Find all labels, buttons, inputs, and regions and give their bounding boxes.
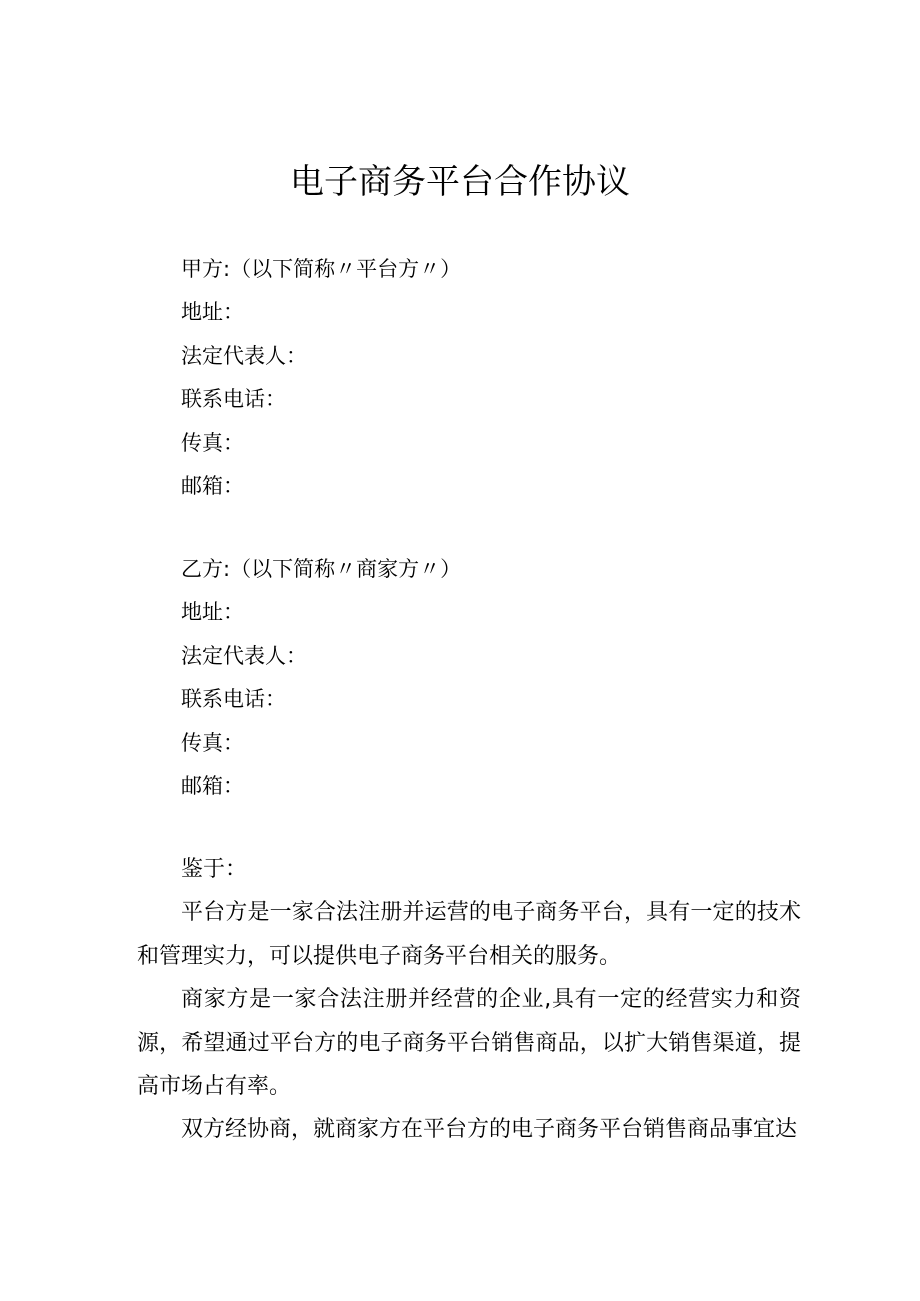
party-b-heading: 乙方:（以下简称〃商家方〃） xyxy=(181,557,462,581)
recital-paragraph: 商家方是一家合法注册并经营的企业,具有一定的经营实力和资源，希望通过平台方的电子商务平台销售商品，以扩大销售渠道，提高市场占有率。 xyxy=(137,987,801,1100)
party-a-heading: 甲方:（以下简称〃平台方〃） xyxy=(181,257,462,281)
recitals-heading: 鉴于： xyxy=(181,857,248,882)
party-b-block xyxy=(181,548,781,808)
party-a-legal-representative-label: 法定代表人： xyxy=(181,343,307,368)
party-a-block xyxy=(181,248,781,508)
party-a-email-label: 邮箱： xyxy=(181,473,244,498)
party-a-fax-label: 传真： xyxy=(181,430,244,455)
party-a-address-label: 地址： xyxy=(181,300,244,325)
recitals-section xyxy=(137,848,801,1152)
party-b-email-label: 邮箱： xyxy=(181,773,244,798)
party-b-address-label: 地址： xyxy=(181,600,244,625)
recital-paragraph: 平台方是一家合法注册并运营的电子商务平台，具有一定的技术和管理实力，可以提供电子商务平台相关的服务。 xyxy=(137,900,801,969)
party-b-phone-label: 联系电话： xyxy=(181,687,286,712)
party-b-legal-representative-label: 法定代表人： xyxy=(181,643,307,668)
document-title: 电子商务平台合作协议 xyxy=(290,162,630,202)
party-b-fax-label: 传真： xyxy=(181,730,244,755)
recital-paragraph: 双方经协商，就商家方在平台方的电子商务平台销售商品事宜达 xyxy=(181,1117,798,1143)
party-a-phone-label: 联系电话： xyxy=(181,387,286,412)
